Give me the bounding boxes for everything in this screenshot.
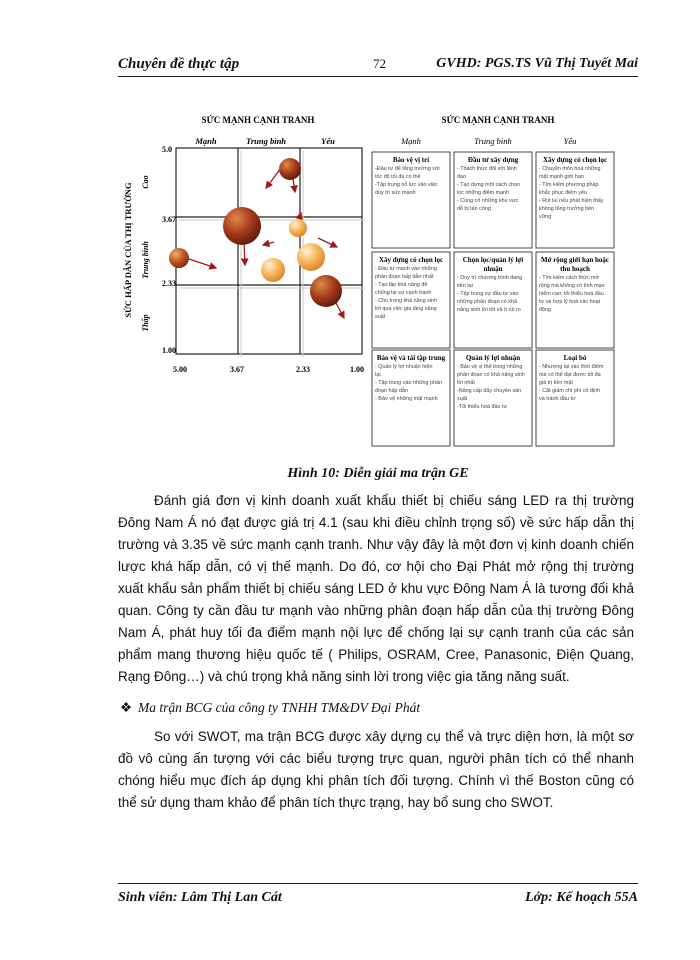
- right-col-label-2: Yếu: [563, 136, 577, 146]
- bubble-3: [169, 248, 189, 268]
- strategy-cell-title: Loại bỏ: [563, 354, 587, 362]
- strategy-cell-line: - Tìm kiếm phương pháp: [539, 182, 599, 188]
- strategy-cell-line: phân đoạn hấp dẫn nhất: [375, 274, 434, 280]
- strategy-cell-title: nhuận: [483, 265, 503, 273]
- y-tick-0: 5.0: [162, 145, 172, 154]
- strategy-cell-line: - Tập trung sự đầu tư vào: [457, 291, 519, 297]
- strategy-cell-line: không tăng trưởng bền: [539, 206, 595, 212]
- left-col-label-2: Yếu: [321, 136, 335, 146]
- left-col-label-0: Mạnh: [195, 136, 217, 146]
- strategy-cell-line: lọc những điểm mạnh: [457, 190, 510, 196]
- x-tick-1: 3.67: [230, 365, 244, 374]
- page-number: 72: [373, 56, 386, 71]
- bubble-2: [223, 207, 261, 245]
- matrix-grid: [176, 148, 362, 354]
- strategy-cell-line: -Đầu tư để tăng trưởng với: [375, 166, 440, 172]
- strategy-cell-line: - Chuyên môn hoá những: [539, 166, 601, 172]
- x-tick-3: 1.00: [350, 365, 364, 374]
- bubble-6: [297, 243, 325, 271]
- header-advisor: GVHD: PGS.TS Vũ Thị Tuyết Mai: [436, 56, 638, 71]
- strategy-cell-line: phân đoạn có khả năng sinh: [457, 372, 525, 378]
- strategy-cell-line: đoạn hấp dẫn: [375, 388, 408, 394]
- strategy-cell-line: - Củng cố những khu vực: [457, 198, 519, 204]
- strategy-cell-line: - Tạo dựng một cách chọn: [457, 182, 521, 188]
- x-tick-0: 5.00: [173, 365, 187, 374]
- header-title: Chuyên đề thực tập: [118, 56, 240, 72]
- strategy-cell-line: vững: [539, 214, 552, 220]
- strategy-cell-line: - Tạo lập khả năng để: [375, 282, 428, 288]
- strategy-cell-line: lời qua việc gia tăng năng: [375, 306, 437, 312]
- section-bullet-heading: [120, 700, 420, 716]
- page-header: [118, 52, 638, 77]
- strategy-cell-line: lời nhất: [457, 380, 475, 386]
- left-col-label-1: Trung bình: [245, 136, 287, 146]
- strategy-cell-title: Đầu tư xây dựng: [467, 156, 519, 164]
- strategy-cell-title: Bảo vệ vị trí: [392, 156, 430, 164]
- row-label-1: Trung bình: [141, 241, 150, 279]
- figure-caption: Hình 10: Diễn giải ma trận GE: [287, 466, 469, 481]
- strategy-cell-line: rộng mà không có tính mạo: [539, 283, 605, 289]
- strategy-cell-6: [536, 252, 614, 348]
- strategy-cell-line: suất: [375, 314, 386, 320]
- strategy-cell-line: - Tìm kiếm cách thức mở: [539, 275, 600, 281]
- strategy-cell-line: năng sinh lời tốt và ít rủi ro: [457, 307, 521, 313]
- footer-class: Lớp: Kế hoạch 55A: [525, 890, 638, 905]
- strategy-cell-line: dễ bị tấn công: [457, 206, 491, 212]
- y-axis-title: SỨC HẤP DẪN CỦA THỊ TRƯỜNG: [123, 182, 133, 318]
- strategy-cell-line: hiểm cao; tối thiểu hoá đầu: [539, 291, 604, 297]
- strategy-cell-line: - Rút lui nếu phát hiện thấy: [539, 198, 604, 204]
- strategy-cell-line: động: [539, 307, 551, 313]
- y-tick-1: 3.67: [162, 215, 176, 224]
- strategy-cell-title: Bảo vệ và tái tập trung: [376, 354, 446, 362]
- strategy-cell-2: [454, 152, 532, 248]
- strategy-cell-title: Mở rộng giới hạn hoặc: [540, 256, 610, 264]
- footer-student: Sinh viên: Lâm Thị Lan Cát: [118, 890, 282, 905]
- strategy-cell-line: - Cắt giảm chi phí cố định: [539, 388, 601, 394]
- x-tick-2: 2.33: [296, 365, 310, 374]
- strategy-cell-title: Xây dựng có chọn lọc: [542, 156, 608, 164]
- strategy-cell-line: duy trì sức mạnh: [375, 190, 416, 196]
- strategy-cell-line: tốc độ tối đa có thể: [375, 174, 421, 180]
- strategy-cell-line: và tránh đầu tư: [539, 396, 576, 402]
- y-tick-3: 1.00: [162, 346, 176, 355]
- strategy-cell-line: giá trị tiền mặt: [539, 380, 573, 386]
- strategy-cell-line: - Chú trọng khả năng sinh: [375, 298, 438, 304]
- bullet-heading-text: Ma trận BCG của công ty TNHH TM&DV Đại Phát: [138, 700, 421, 715]
- strategy-cell-5: [454, 252, 532, 348]
- paragraph-bcg-intro: So với SWOT, ma trận BCG được xây dựng cụ thể và trực diện hơn, là một sơ đồ vô cùng ấn tượng với các biểu tượng trực quan, người phân tích có thể nhanh chóng hiểu mục đích áp dụng khi phân tích đối tượng. Chính vì thế Boston cũng có thể sử dụng tham khảo để phân tích thực trạng, hay bổ sung cho SWOT.: [118, 729, 634, 810]
- strategy-cell-line: tiến tại: [457, 283, 473, 289]
- strategy-cell-line: tại: [375, 372, 381, 378]
- right-title: SỨC MẠNH CẠNH TRANH: [441, 115, 555, 125]
- strategy-cell-line: - Đầu tư mạnh vào những: [375, 266, 438, 272]
- row-label-2: Thấp: [141, 314, 150, 332]
- ge-matrix-figure: [118, 110, 643, 455]
- right-col-label-0: Mạnh: [401, 136, 421, 146]
- bubble-7: [310, 275, 342, 307]
- paragraph-ge-evaluation: Đánh giá đơn vị kinh doanh xuất khẩu thiết bị chiếu sáng LED ra thị trường Đông Nam Á nó đạt được giá trị 4.1 (sau khi điều chỉnh trọng số) về sức hấp dẫn thị trường và 3.35 về sức mạnh cạnh tranh. Như vậy đây là một đơn vị kinh doanh chiến lược khá hấp dẫn, có vị thế mạnh. Do đó, cơ hội cho Đại Phát mở rộng thị trường xuất khẩu sản phẩm thiết bị chiếu sáng LED ở khu vực Đông Nam Á là tương đối khả quan. Công ty cần đầu tư mạnh vào những phân đoạn hấp dẫn của thị trường Đông Nam Á, phát huy tối đa điểm mạnh nội lực để chống lại sự cạnh tranh của các sản phẩm mang thương hiệu quốc tế ( Philips, OSRAM, Cree, Panasonic, Điện Quang, Rạng Đông…) và chú trọng khả năng sinh lời trong việc gia tăng năng suất.: [118, 493, 634, 684]
- strategy-cell-line: -Tối thiểu hoá đầu tư: [457, 404, 508, 410]
- strategy-cell-line: - Tập trung vào những phân: [375, 380, 443, 386]
- right-col-label-1: Trung bình: [474, 136, 512, 146]
- strategy-cell-4: [372, 252, 450, 348]
- bullet-symbol: ❖: [120, 700, 133, 715]
- strategy-cell-3: [536, 152, 614, 248]
- strategy-cell-line: mặt mạnh giới hạn: [539, 174, 584, 180]
- strategy-cell-line: mà có thể đạt được tối đa: [539, 372, 601, 378]
- strategy-cell-7: [372, 350, 450, 446]
- left-title: SỨC MẠNH CẠNH TRANH: [201, 115, 315, 125]
- strategy-cell-line: - Bảo vệ những mặt mạnh: [375, 396, 438, 402]
- strategy-cell-line: - Nhượng lại vào thời điểm: [539, 364, 604, 370]
- strategy-cell-1: [372, 152, 450, 248]
- strategy-cell-title: Quản lý lợi nhuận: [465, 354, 521, 362]
- strategy-cell-line: những phân đoạn có khả: [457, 299, 517, 305]
- row-label-0: Cao: [141, 175, 150, 189]
- y-tick-2: 2.33: [162, 279, 176, 288]
- strategy-cell-line: tư và hợp lý hoá các hoạt: [539, 299, 601, 305]
- strategy-cell-line: - Duy trì chương trình đang: [457, 275, 523, 281]
- strategy-cells: [372, 152, 614, 446]
- strategy-cell-line: - Bảo vệ vị thế trong những: [457, 364, 523, 370]
- strategy-cell-line: chống lại sự cạnh tranh: [375, 290, 432, 296]
- strategy-cell-line: -Nâng cấp dây chuyền sản: [457, 388, 522, 394]
- strategy-cell-line: xuất: [457, 396, 468, 402]
- strategy-cell-line: -Tập trung nỗ lực vào việc: [375, 182, 438, 188]
- page-footer: [118, 883, 638, 906]
- strategy-cell-9: [536, 350, 614, 446]
- strategy-cell-line: khắc phục điểm yếu: [539, 190, 587, 196]
- bubble-4: [261, 258, 285, 282]
- strategy-cell-title: Xây dựng có chọn lọc: [378, 256, 444, 264]
- strategy-cell-line: đạo: [457, 174, 466, 180]
- strategy-cell-title: thu hoạch: [560, 265, 590, 273]
- strategy-cell-8: [454, 350, 532, 446]
- bubble-5: [289, 219, 307, 237]
- bubble-1: [279, 158, 301, 180]
- strategy-cell-title: Chọn lọc/quản lý lợi: [462, 256, 524, 264]
- strategy-cell-line: - Quản lý lợi nhuận hiện: [375, 364, 433, 370]
- strategy-cell-line: - Thách thức đối với lãnh: [457, 166, 517, 172]
